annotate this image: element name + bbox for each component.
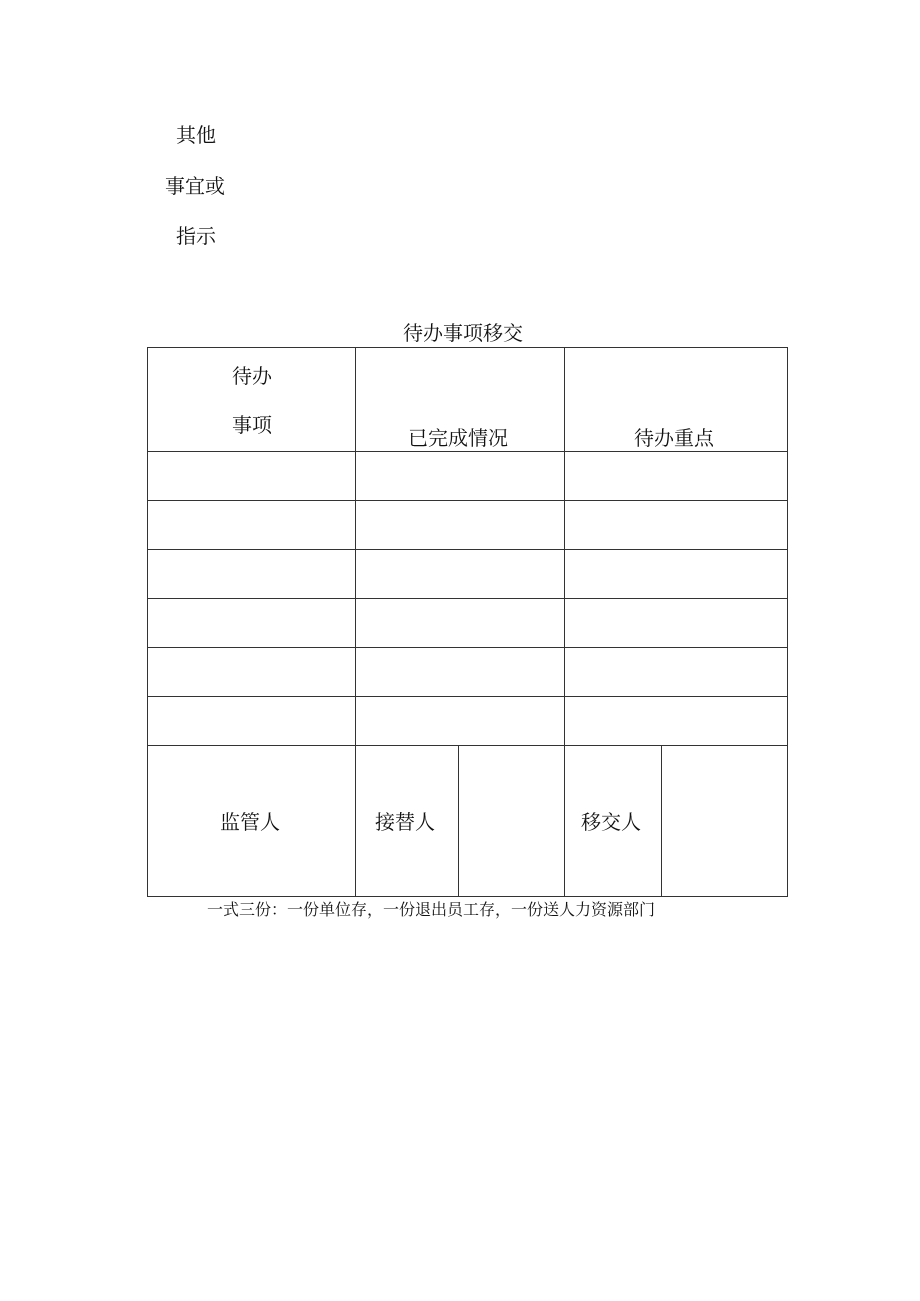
header-pending-focus: 待办重点 [634,426,714,450]
row-divider [147,745,788,746]
row-divider [147,696,788,697]
handover-table [147,347,788,897]
table-border-left [147,347,148,897]
table-cell[interactable] [365,463,554,487]
table-cell[interactable] [365,610,554,634]
table-border-bottom [147,896,788,897]
table-cell[interactable] [157,561,345,585]
copies-footnote: 一式三份：一份单位存，一份退出员工存，一份送人力资源部门 [207,900,656,919]
supervisor-label: 监管人 [220,810,280,834]
table-title: 待办事项移交 [403,321,523,345]
row-divider [147,451,788,452]
table-cell[interactable] [157,610,345,634]
header-pending-items-line2: 事项 [232,413,272,437]
table-cell[interactable] [574,512,777,536]
header-completed-status: 已完成情况 [408,426,508,450]
table-cell[interactable] [574,708,777,732]
table-border-right [787,347,788,897]
transferor-label: 移交人 [581,810,641,834]
row-divider [147,500,788,501]
table-cell[interactable] [157,659,345,683]
table-cell[interactable] [574,463,777,487]
signature-divider [458,745,459,897]
transferor-signature-field[interactable] [675,810,777,834]
table-cell[interactable] [574,610,777,634]
header-pending-items-line1: 待办 [232,364,272,388]
row-divider [147,598,788,599]
table-cell[interactable] [157,463,345,487]
signature-divider [661,745,662,897]
table-cell[interactable] [365,659,554,683]
column-divider [355,347,356,897]
table-cell[interactable] [365,512,554,536]
table-cell[interactable] [365,708,554,732]
other-matters-label-line2: 事宜或 [165,174,225,198]
table-cell[interactable] [574,659,777,683]
table-cell[interactable] [574,561,777,585]
successor-label: 接替人 [375,810,435,834]
row-divider [147,647,788,648]
table-cell[interactable] [365,561,554,585]
row-divider [147,549,788,550]
other-matters-label-line3: 指示 [176,224,216,248]
table-border-top [147,347,788,348]
table-cell[interactable] [157,512,345,536]
other-matters-label-line1: 其他 [176,123,216,147]
table-cell[interactable] [157,708,345,732]
